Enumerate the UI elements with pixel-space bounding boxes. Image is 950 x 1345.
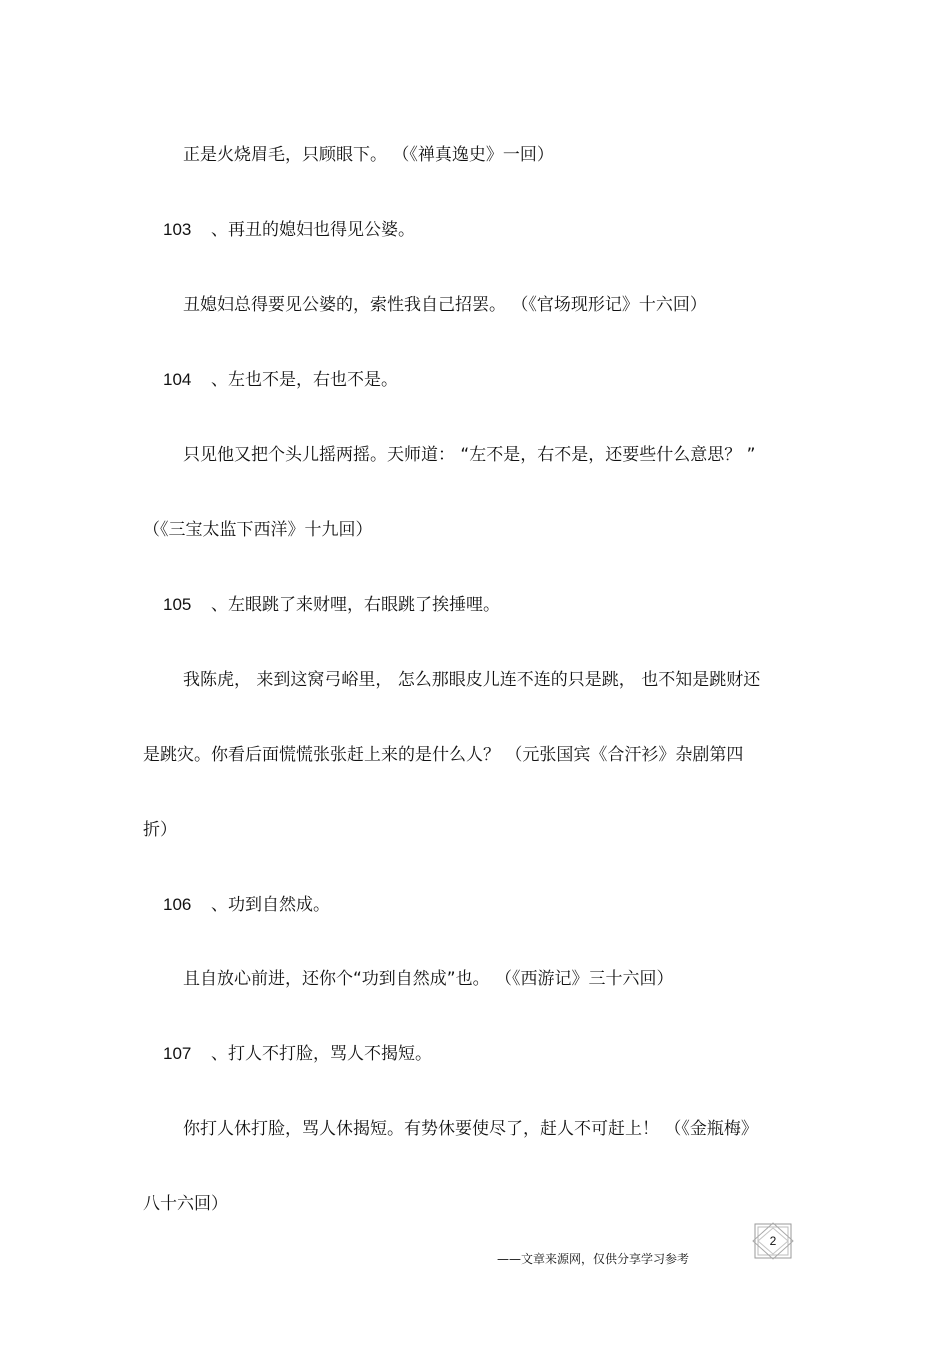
page-number-badge	[752, 1222, 794, 1260]
item-number: 104	[163, 370, 192, 389]
quote-line: 我陈虎， 来到这窝弓峪里， 怎么那眼皮儿连不连的只是跳， 也不知是跳财还	[183, 670, 761, 690]
quote-line: 只见他又把个头儿摇两摇。天师道： “左不是，右不是，还要些什么意思？ ”	[183, 445, 756, 465]
quote-line: 丑媳妇总得要见公婆的，索性我自己招罢。 （《官场现形记》十六回）	[183, 295, 707, 315]
proverb-106	[163, 894, 330, 916]
page-number: 2	[769, 1234, 777, 1248]
proverb-text: 、再丑的媳妇也得见公婆。	[211, 220, 415, 240]
quote-line: （《三宝太监下西洋》十九回）	[143, 520, 373, 540]
quote-line: 你打人休打脸，骂人休揭短。有势休要使尽了，赶人不可赶上！ （《金瓶梅》	[183, 1119, 758, 1139]
quote-line: 是跳灾。你看后面慌慌张张赶上来的是什么人？ （元张国宾《合汗衫》杂剧第四	[143, 745, 744, 765]
item-number: 106	[163, 895, 192, 914]
proverb-103	[163, 219, 415, 241]
item-number: 103	[163, 220, 192, 239]
proverb-text: 、打人不打脸，骂人不揭短。	[211, 1044, 432, 1064]
footer-note: ——文章来源网，仅供分享学习参考	[497, 1252, 690, 1266]
item-number: 105	[163, 595, 192, 614]
proverb-105	[163, 594, 500, 616]
quote-line: 正是火烧眉毛，只顾眼下。 （《禅真逸史》一回）	[183, 145, 554, 165]
quote-line: 且自放心前进，还你个“功到自然成”也。 （《西游记》三十六回）	[183, 969, 674, 989]
proverb-text: 、功到自然成。	[211, 895, 330, 915]
proverb-107	[163, 1043, 432, 1065]
item-number: 107	[163, 1044, 192, 1063]
proverb-text: 、左也不是，右也不是。	[211, 370, 398, 390]
proverb-104	[163, 369, 398, 391]
quote-line: 八十六回）	[143, 1194, 228, 1214]
quote-line: 折）	[143, 820, 177, 840]
proverb-text: 、左眼跳了来财哩，右眼跳了挨捶哩。	[211, 595, 500, 615]
